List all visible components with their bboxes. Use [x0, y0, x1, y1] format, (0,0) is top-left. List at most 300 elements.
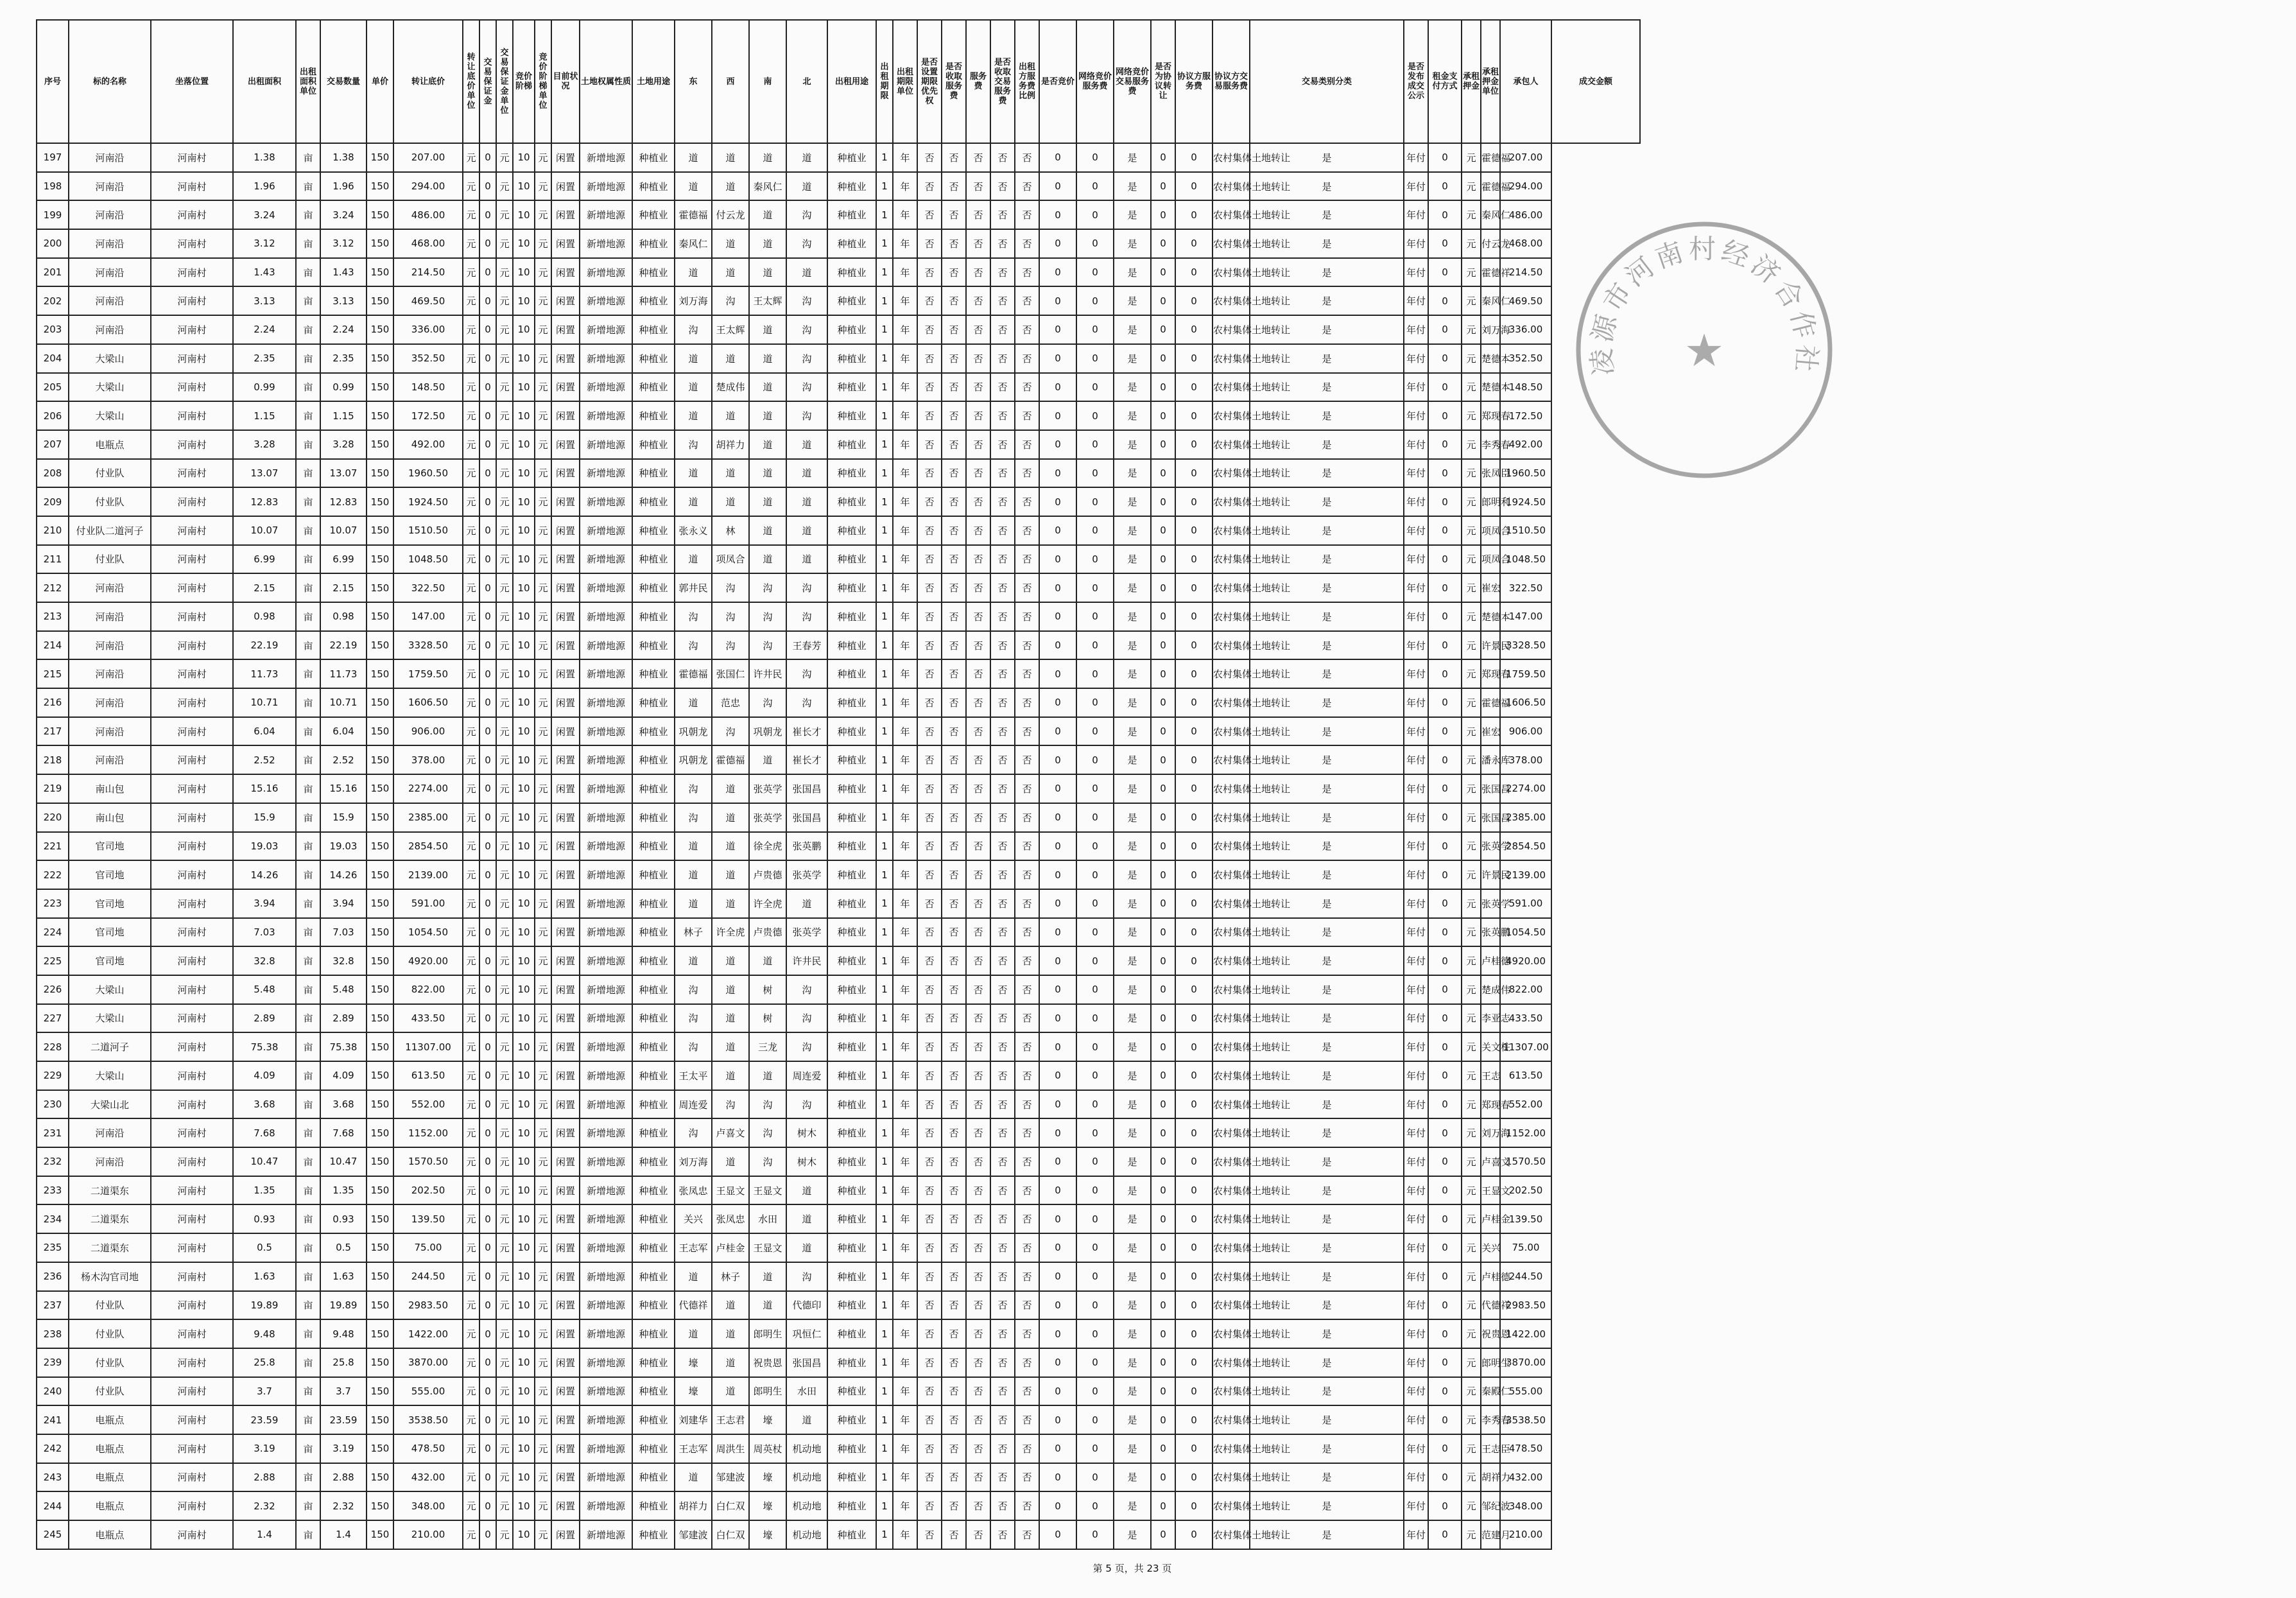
table-cell: 0: [1428, 200, 1462, 229]
table-cell: 否: [917, 258, 942, 287]
table-cell: 1960.50: [1500, 459, 1551, 488]
table-cell: 种植业: [632, 1405, 675, 1434]
table-cell: 元: [1462, 889, 1481, 918]
table-cell: 否: [966, 1291, 990, 1320]
table-cell: 是: [1250, 1233, 1404, 1262]
table-cell: 否: [917, 688, 942, 717]
table-cell: 种植业: [827, 1434, 876, 1463]
table-cell: 150: [367, 229, 393, 258]
table-cell: 亩: [296, 1291, 320, 1320]
table-cell: 道: [749, 430, 786, 459]
table-cell: 巩恒仁: [786, 1319, 827, 1348]
table-cell: 道: [749, 229, 786, 258]
table-cell: 0: [1428, 286, 1462, 315]
table-cell: 是: [1114, 1147, 1151, 1176]
table-cell: 道: [675, 946, 712, 975]
table-cell: 0: [479, 774, 496, 803]
table-cell: 2274.00: [393, 774, 463, 803]
table-cell: 0: [1039, 286, 1076, 315]
table-cell: 沟: [675, 631, 712, 660]
table-cell: 楚德本: [1481, 602, 1500, 631]
table-cell: 1: [876, 315, 893, 344]
table-cell: 否: [917, 344, 942, 373]
table-cell: 元: [1462, 487, 1481, 516]
table-cell: 新增地源: [580, 258, 632, 287]
table-cell: 道: [786, 545, 827, 574]
table-cell: 王志: [1481, 1061, 1500, 1090]
column-header: 交易类别分类: [1250, 20, 1404, 143]
table-cell: 1: [876, 1233, 893, 1262]
table-cell: 元: [1462, 200, 1481, 229]
table-cell: 否: [990, 315, 1015, 344]
table-cell: 元: [1462, 1348, 1481, 1377]
table-row: [37, 143, 1640, 172]
table-cell: 0: [1076, 1405, 1114, 1434]
table-cell: 元: [1462, 1491, 1481, 1520]
table-cell: 否: [966, 258, 990, 287]
table-cell: 0: [1151, 1405, 1175, 1434]
table-cell: 卢桂德: [1481, 946, 1500, 975]
table-cell: 道: [712, 975, 749, 1004]
table-cell: 否: [917, 1147, 942, 1176]
table-cell: 210: [37, 516, 69, 545]
table-cell: 1: [876, 487, 893, 516]
table-cell: 年付: [1404, 1204, 1428, 1233]
table-cell: 官司地: [69, 860, 151, 889]
table-cell: 亩: [296, 1348, 320, 1377]
table-row: [37, 832, 1640, 861]
table-cell: 1: [876, 659, 893, 688]
table-cell: 楚成伟: [712, 373, 749, 402]
table-row: [37, 258, 1640, 287]
table-cell: 10.47: [320, 1147, 367, 1176]
table-cell: 否: [1015, 1463, 1039, 1492]
table-cell: 7.03: [233, 918, 296, 947]
table-cell: 0: [1428, 1233, 1462, 1262]
table-cell: 年付: [1404, 688, 1428, 717]
table-cell: 种植业: [827, 315, 876, 344]
table-cell: 150: [367, 401, 393, 430]
table-cell: 新增地源: [580, 1291, 632, 1320]
table-cell: 否: [1015, 860, 1039, 889]
table-cell: 许全虎: [749, 889, 786, 918]
table-cell: 1: [876, 631, 893, 660]
table-cell: 闲置: [551, 889, 580, 918]
table-cell: 元: [535, 1434, 551, 1463]
table-cell: 否: [966, 1463, 990, 1492]
table-cell: 元: [535, 143, 551, 172]
table-cell: 0: [1428, 631, 1462, 660]
table-cell: 元: [1462, 975, 1481, 1004]
table-cell: 否: [917, 717, 942, 746]
table-cell: 2.52: [233, 745, 296, 774]
table-cell: 否: [942, 1319, 966, 1348]
table-cell: 年: [893, 1090, 917, 1119]
table-cell: 否: [1015, 172, 1039, 201]
table-cell: 3.28: [233, 430, 296, 459]
table-cell: 294.00: [1500, 172, 1551, 201]
table-cell: 0: [1039, 745, 1076, 774]
table-cell: 年付: [1404, 545, 1428, 574]
table-cell: 3.24: [233, 200, 296, 229]
table-cell: 0: [1076, 860, 1114, 889]
table-cell: 0: [1039, 1032, 1076, 1061]
table-cell: 1510.50: [1500, 516, 1551, 545]
table-cell: 农村集体土地转让: [1213, 946, 1250, 975]
table-cell: 是: [1114, 1204, 1151, 1233]
table-cell: 元: [463, 401, 479, 430]
table-cell: 0: [1428, 803, 1462, 832]
table-cell: 元: [1462, 1262, 1481, 1291]
table-cell: 0: [1039, 602, 1076, 631]
column-header: 转让底价单位: [463, 20, 479, 143]
table-cell: 关兴: [1481, 1233, 1500, 1262]
table-cell: 否: [990, 229, 1015, 258]
table-cell: 道: [712, 1061, 749, 1090]
table-cell: 秦殿仁: [1481, 1377, 1500, 1406]
table-cell: 农村集体土地转让: [1213, 602, 1250, 631]
table-row: [37, 1061, 1640, 1090]
table-cell: 楚德本: [1481, 373, 1500, 402]
table-cell: 付业队: [69, 1319, 151, 1348]
table-cell: 0: [1428, 717, 1462, 746]
table-cell: 河南村: [151, 1032, 233, 1061]
table-cell: 年: [893, 1491, 917, 1520]
table-cell: 闲置: [551, 373, 580, 402]
table-cell: 0: [1428, 1463, 1462, 1492]
table-cell: 新增地源: [580, 516, 632, 545]
table-cell: 0: [1076, 1118, 1114, 1147]
table-cell: 新增地源: [580, 832, 632, 861]
table-cell: 刘万海: [675, 1147, 712, 1176]
table-cell: 沟: [786, 573, 827, 602]
column-header: 是否收取服务费: [942, 20, 966, 143]
table-row: [37, 229, 1640, 258]
table-cell: 元: [496, 573, 513, 602]
table-cell: 150: [367, 946, 393, 975]
table-row: [37, 745, 1640, 774]
table-row: [37, 602, 1640, 631]
table-cell: 是: [1250, 832, 1404, 861]
table-cell: 种植业: [827, 1491, 876, 1520]
table-cell: 3.12: [233, 229, 296, 258]
table-cell: 农村集体土地转让: [1213, 774, 1250, 803]
table-cell: 许井民: [749, 659, 786, 688]
table-cell: 1759.50: [1500, 659, 1551, 688]
table-cell: 种植业: [827, 1291, 876, 1320]
table-cell: 否: [942, 1262, 966, 1291]
table-cell: 道: [749, 1262, 786, 1291]
column-header: 交易保证金单位: [496, 20, 513, 143]
table-cell: 河南沿: [69, 717, 151, 746]
table-cell: 211: [37, 545, 69, 574]
table-cell: 0: [1151, 344, 1175, 373]
table-cell: 年: [893, 602, 917, 631]
table-cell: 张英学: [786, 860, 827, 889]
table-cell: 是: [1250, 1520, 1404, 1549]
table-cell: 元: [1462, 573, 1481, 602]
table-cell: 沟: [786, 659, 827, 688]
table-cell: 农村集体土地转让: [1213, 1176, 1250, 1205]
table-cell: 否: [917, 1405, 942, 1434]
table-cell: 亩: [296, 1405, 320, 1434]
table-cell: 亩: [296, 1463, 320, 1492]
table-cell: 486.00: [1500, 200, 1551, 229]
table-cell: 元: [535, 602, 551, 631]
table-cell: 5.48: [320, 975, 367, 1004]
table-cell: 种植业: [827, 172, 876, 201]
table-cell: 10: [513, 459, 535, 488]
table-cell: 199: [37, 200, 69, 229]
table-cell: 150: [367, 659, 393, 688]
table-cell: 0: [479, 172, 496, 201]
table-cell: 元: [463, 860, 479, 889]
table-cell: 元: [463, 315, 479, 344]
table-cell: 种植业: [632, 373, 675, 402]
table-cell: 沟: [786, 975, 827, 1004]
table-cell: 郎明生: [749, 1319, 786, 1348]
table-cell: 大梁山: [69, 1061, 151, 1090]
table-cell: 郭井民: [675, 573, 712, 602]
table-cell: 沟: [675, 1118, 712, 1147]
table-cell: 10: [513, 487, 535, 516]
table-cell: 150: [367, 516, 393, 545]
table-cell: 是: [1114, 573, 1151, 602]
table-cell: 1: [876, 745, 893, 774]
table-cell: 10: [513, 1204, 535, 1233]
table-cell: 种植业: [827, 860, 876, 889]
table-cell: 闲置: [551, 1262, 580, 1291]
table-cell: 否: [1015, 373, 1039, 402]
table-cell: 32.8: [320, 946, 367, 975]
column-header: 东: [675, 20, 712, 143]
table-cell: 否: [990, 516, 1015, 545]
table-cell: 年付: [1404, 200, 1428, 229]
table-row: [37, 975, 1640, 1004]
table-cell: 6.99: [233, 545, 296, 574]
table-cell: 霍德福: [675, 200, 712, 229]
table-cell: 楚成伟: [1481, 975, 1500, 1004]
table-cell: 225: [37, 946, 69, 975]
table-cell: 二道河子: [69, 1032, 151, 1061]
table-cell: 10: [513, 1434, 535, 1463]
table-cell: 150: [367, 918, 393, 947]
table-cell: 闲置: [551, 975, 580, 1004]
table-cell: 否: [942, 459, 966, 488]
table-cell: 否: [917, 1348, 942, 1377]
column-header: 土地权属性质: [580, 20, 632, 143]
table-cell: 0: [1151, 487, 1175, 516]
table-cell: 否: [942, 832, 966, 861]
table-cell: 是: [1114, 1176, 1151, 1205]
table-cell: 否: [942, 229, 966, 258]
table-cell: 道: [712, 1319, 749, 1348]
table-cell: 张英学: [749, 803, 786, 832]
table-cell: 352.50: [393, 344, 463, 373]
column-header: 转让底价: [393, 20, 463, 143]
table-cell: 沟: [675, 1032, 712, 1061]
table-cell: 道: [749, 401, 786, 430]
table-cell: 0: [1039, 430, 1076, 459]
table-row: [37, 1090, 1640, 1119]
table-cell: 1.43: [233, 258, 296, 287]
table-cell: 张国昌: [1481, 774, 1500, 803]
table-cell: 否: [966, 143, 990, 172]
table-cell: 10: [513, 975, 535, 1004]
table-cell: 元: [496, 1319, 513, 1348]
table-cell: 否: [1015, 1032, 1039, 1061]
table-cell: 150: [367, 1291, 393, 1320]
table-cell: 2.35: [320, 344, 367, 373]
table-cell: 0: [1076, 774, 1114, 803]
table-cell: 农村集体土地转让: [1213, 430, 1250, 459]
table-cell: 亩: [296, 1176, 320, 1205]
table-cell: 农村集体土地转让: [1213, 1004, 1250, 1033]
table-cell: 种植业: [827, 1118, 876, 1147]
table-cell: 否: [966, 1434, 990, 1463]
table-cell: 11.73: [233, 659, 296, 688]
table-cell: 否: [917, 602, 942, 631]
table-cell: 道: [749, 459, 786, 488]
table-cell: 否: [1015, 258, 1039, 287]
table-cell: 否: [990, 344, 1015, 373]
table-cell: 是: [1114, 1061, 1151, 1090]
table-cell: 张国仁: [712, 659, 749, 688]
table-cell: 是: [1114, 1032, 1151, 1061]
table-cell: 2.32: [320, 1491, 367, 1520]
table-cell: 种植业: [632, 200, 675, 229]
table-cell: 1: [876, 373, 893, 402]
table-cell: 210.00: [1500, 1520, 1551, 1549]
table-cell: 否: [966, 659, 990, 688]
table-cell: 0: [1175, 860, 1213, 889]
table-cell: 亩: [296, 1118, 320, 1147]
table-cell: 农村集体土地转让: [1213, 459, 1250, 488]
table-cell: 否: [942, 774, 966, 803]
table-cell: 元: [535, 172, 551, 201]
table-cell: 3.94: [233, 889, 296, 918]
table-cell: 闲置: [551, 1032, 580, 1061]
table-row: [37, 1377, 1640, 1406]
table-cell: 0: [1151, 1147, 1175, 1176]
table-cell: 10: [513, 860, 535, 889]
table-cell: 元: [496, 373, 513, 402]
table-cell: 172.50: [393, 401, 463, 430]
table-cell: 种植业: [632, 315, 675, 344]
table-cell: 道: [675, 1319, 712, 1348]
table-cell: 1: [876, 1319, 893, 1348]
table-cell: 亩: [296, 889, 320, 918]
table-cell: 0: [1076, 803, 1114, 832]
table-cell: 元: [463, 1262, 479, 1291]
table-cell: 亩: [296, 659, 320, 688]
table-cell: 1510.50: [393, 516, 463, 545]
table-cell: 年: [893, 200, 917, 229]
table-cell: 2983.50: [393, 1291, 463, 1320]
table-cell: 沟: [675, 430, 712, 459]
table-cell: 0: [1151, 1176, 1175, 1205]
table-cell: 是: [1114, 1090, 1151, 1119]
table-cell: 年付: [1404, 860, 1428, 889]
table-cell: 7.03: [320, 918, 367, 947]
table-cell: 0: [479, 918, 496, 947]
table-cell: 元: [463, 1118, 479, 1147]
table-cell: 元: [535, 1405, 551, 1434]
table-cell: 是: [1250, 688, 1404, 717]
table-cell: 元: [463, 717, 479, 746]
table-cell: 农村集体土地转让: [1213, 1348, 1250, 1377]
table-cell: 2.24: [320, 315, 367, 344]
table-cell: 0: [1428, 688, 1462, 717]
table-cell: 张国昌: [786, 1348, 827, 1377]
table-cell: 种植业: [632, 1377, 675, 1406]
table-cell: 元: [1462, 717, 1481, 746]
table-cell: 19.03: [320, 832, 367, 861]
table-cell: 0: [1076, 200, 1114, 229]
table-cell: 元: [535, 315, 551, 344]
table-cell: 0: [479, 487, 496, 516]
table-cell: 元: [463, 286, 479, 315]
table-cell: 0: [1175, 1405, 1213, 1434]
table-cell: 0: [479, 1147, 496, 1176]
table-cell: 822.00: [393, 975, 463, 1004]
table-cell: 245: [37, 1520, 69, 1549]
table-cell: 种植业: [827, 832, 876, 861]
table-cell: 是: [1114, 688, 1151, 717]
table-cell: 闲置: [551, 344, 580, 373]
table-cell: 2.24: [233, 315, 296, 344]
table-cell: 年付: [1404, 430, 1428, 459]
table-cell: 元: [496, 1291, 513, 1320]
table-cell: 秦风仁: [1481, 200, 1500, 229]
table-cell: 否: [917, 1090, 942, 1119]
table-cell: 农村集体土地转让: [1213, 373, 1250, 402]
table-cell: 150: [367, 545, 393, 574]
column-header: 承租押金单位: [1481, 20, 1500, 143]
table-cell: 否: [1015, 545, 1039, 574]
table-cell: 种植业: [632, 602, 675, 631]
table-cell: 闲置: [551, 258, 580, 287]
column-header: 租金支付方式: [1428, 20, 1462, 143]
table-cell: 道: [712, 401, 749, 430]
table-cell: 河南沿: [69, 1118, 151, 1147]
table-cell: 张英鹏: [1481, 918, 1500, 947]
table-cell: 卢桂金: [1481, 1204, 1500, 1233]
table-cell: 75.38: [320, 1032, 367, 1061]
table-cell: 元: [1462, 229, 1481, 258]
table-cell: 否: [1015, 1348, 1039, 1377]
table-cell: 元: [535, 1176, 551, 1205]
table-cell: 新增地源: [580, 200, 632, 229]
table-cell: 10: [513, 631, 535, 660]
table-cell: 闲置: [551, 286, 580, 315]
table-cell: 432.00: [393, 1463, 463, 1492]
table-cell: 0: [1151, 516, 1175, 545]
table-cell: 486.00: [393, 200, 463, 229]
table-cell: 沟: [712, 602, 749, 631]
table-cell: 否: [990, 286, 1015, 315]
table-cell: 0: [1428, 545, 1462, 574]
table-cell: 0: [1151, 918, 1175, 947]
table-cell: 元: [463, 602, 479, 631]
table-cell: 元: [463, 1377, 479, 1406]
table-cell: 年: [893, 1377, 917, 1406]
table-cell: 元: [496, 1176, 513, 1205]
table-cell: 闲置: [551, 745, 580, 774]
column-header: 是否发布成交公示: [1404, 20, 1428, 143]
table-cell: 河南村: [151, 430, 233, 459]
table-cell: 否: [1015, 1090, 1039, 1119]
